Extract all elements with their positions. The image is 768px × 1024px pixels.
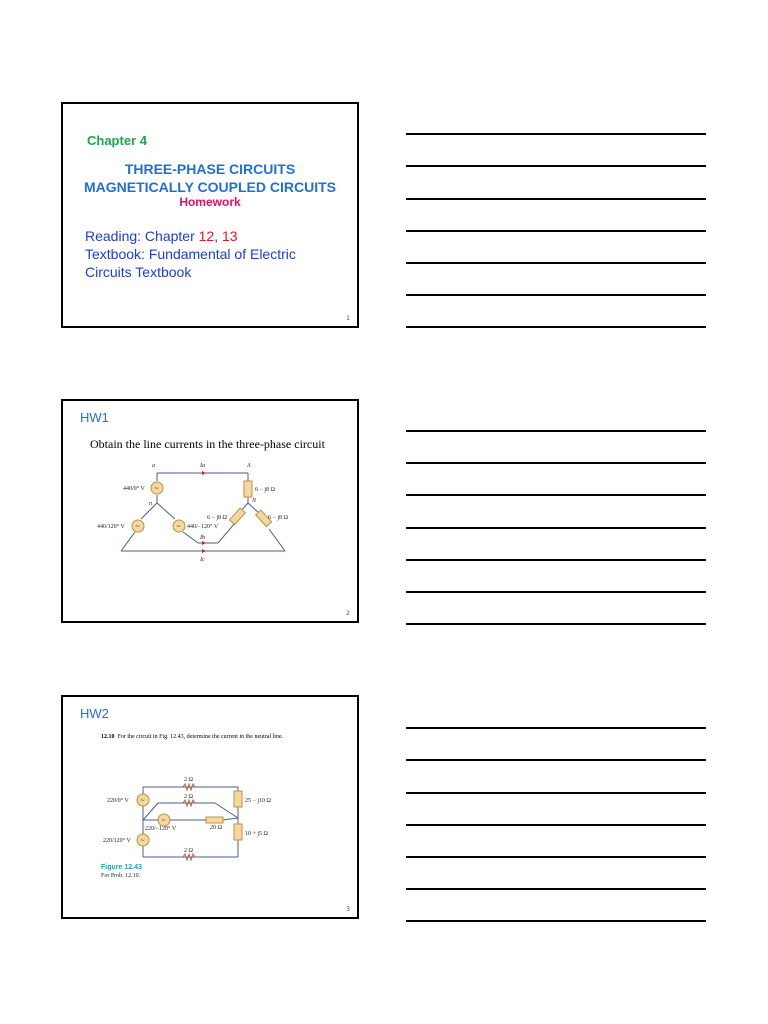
label-src2: 440/120° V xyxy=(97,524,125,530)
note-line xyxy=(406,165,706,167)
label-src3: 220/120° V xyxy=(103,838,131,844)
note-line xyxy=(406,559,706,561)
svg-text:~: ~ xyxy=(154,485,160,492)
reading-separator: , xyxy=(214,228,222,244)
impedance-icon xyxy=(229,508,245,525)
figure-label: Figure 12.43 xyxy=(101,864,142,871)
three-phase-circuit-diagram xyxy=(63,401,361,625)
label-z1: 6 − j8 Ω xyxy=(255,487,276,493)
reading-chapter-12: 12 xyxy=(198,228,215,244)
slide-number: 2 xyxy=(346,610,350,617)
note-line xyxy=(406,527,706,529)
svg-text:~: ~ xyxy=(176,523,182,530)
chapter-label: Chapter 4 xyxy=(87,133,147,148)
slide-number: 3 xyxy=(346,906,350,913)
note-line xyxy=(406,591,706,593)
hw1-question: Obtain the line currents in the three-phase circuit xyxy=(90,437,325,451)
label-node-A: A xyxy=(247,463,251,469)
label-ib: Ib xyxy=(200,535,205,541)
note-line xyxy=(406,326,706,328)
slide-1 xyxy=(61,102,359,328)
neutral-line-circuit-diagram xyxy=(63,697,361,921)
note-line xyxy=(406,133,706,135)
label-z-top: 25 − j10 Ω xyxy=(245,798,272,804)
svg-text:~: ~ xyxy=(135,523,141,530)
label-r-top: 2 Ω xyxy=(184,777,193,783)
label-node-a: a xyxy=(152,463,155,469)
label-src2: 220/−120° V xyxy=(145,826,177,832)
impedance-icon xyxy=(234,791,242,807)
note-line xyxy=(406,727,706,729)
title-line-1: THREE-PHASE CIRCUITS xyxy=(124,161,296,177)
impedance-icon xyxy=(206,817,223,823)
note-line xyxy=(406,888,706,890)
reading-chapter-13: 13 xyxy=(222,228,238,244)
label-ic: Ic xyxy=(200,557,205,563)
figure-caption: For Prob. 12.10. xyxy=(101,873,141,879)
label-node-N: N xyxy=(252,498,257,504)
hw1-title: HW1 xyxy=(80,410,109,425)
label-node-n: n xyxy=(149,501,152,507)
note-line xyxy=(406,494,706,496)
note-line xyxy=(406,430,706,432)
note-line xyxy=(406,623,706,625)
label-src1: 440/0° V xyxy=(123,486,145,492)
slide-2 xyxy=(61,399,359,623)
textbook-line-1: Textbook: Fundamental of Electric xyxy=(85,246,296,262)
label-src3: 440/−120° V xyxy=(187,524,219,530)
reading-prefix: Reading: Chapter xyxy=(85,228,199,244)
label-z3: 6 − j8 Ω xyxy=(268,515,289,521)
problem-number: 12.10 xyxy=(101,734,115,740)
label-src1: 220/0° V xyxy=(107,798,129,804)
svg-text:~: ~ xyxy=(140,837,146,844)
hw2-title: HW2 xyxy=(80,706,109,721)
textbook-line-2: Circuits Textbook xyxy=(85,264,192,280)
label-ia: Ia xyxy=(200,463,205,469)
note-line xyxy=(406,856,706,858)
note-line xyxy=(406,262,706,264)
homework-label: Homework xyxy=(179,195,241,209)
title-line-2: MAGNETICALLY COUPLED CIRCUITS xyxy=(83,179,336,195)
label-z2: 6 − j8 Ω xyxy=(207,515,228,521)
impedance-icon xyxy=(234,824,242,840)
label-r-bot: 2 Ω xyxy=(184,848,193,854)
note-line xyxy=(406,792,706,794)
slide-3 xyxy=(61,695,359,919)
label-r-mid: 2 Ω xyxy=(184,794,193,800)
note-line xyxy=(406,230,706,232)
note-line xyxy=(406,824,706,826)
note-line xyxy=(406,294,706,296)
slide-number: 1 xyxy=(346,315,350,322)
note-line xyxy=(406,462,706,464)
label-r-20: 20 Ω xyxy=(210,825,222,831)
reading-line xyxy=(85,227,296,245)
label-z-bot: 10 + j5 Ω xyxy=(245,831,269,837)
reading-block xyxy=(85,227,296,281)
impedance-icon xyxy=(244,481,252,497)
svg-text:~: ~ xyxy=(161,817,167,824)
note-line xyxy=(406,759,706,761)
problem-text: For the circuit in Fig. 12.43, determine the current in the neutral line. xyxy=(117,734,284,740)
note-line xyxy=(406,198,706,200)
svg-text:~: ~ xyxy=(140,797,146,804)
note-line xyxy=(406,920,706,922)
